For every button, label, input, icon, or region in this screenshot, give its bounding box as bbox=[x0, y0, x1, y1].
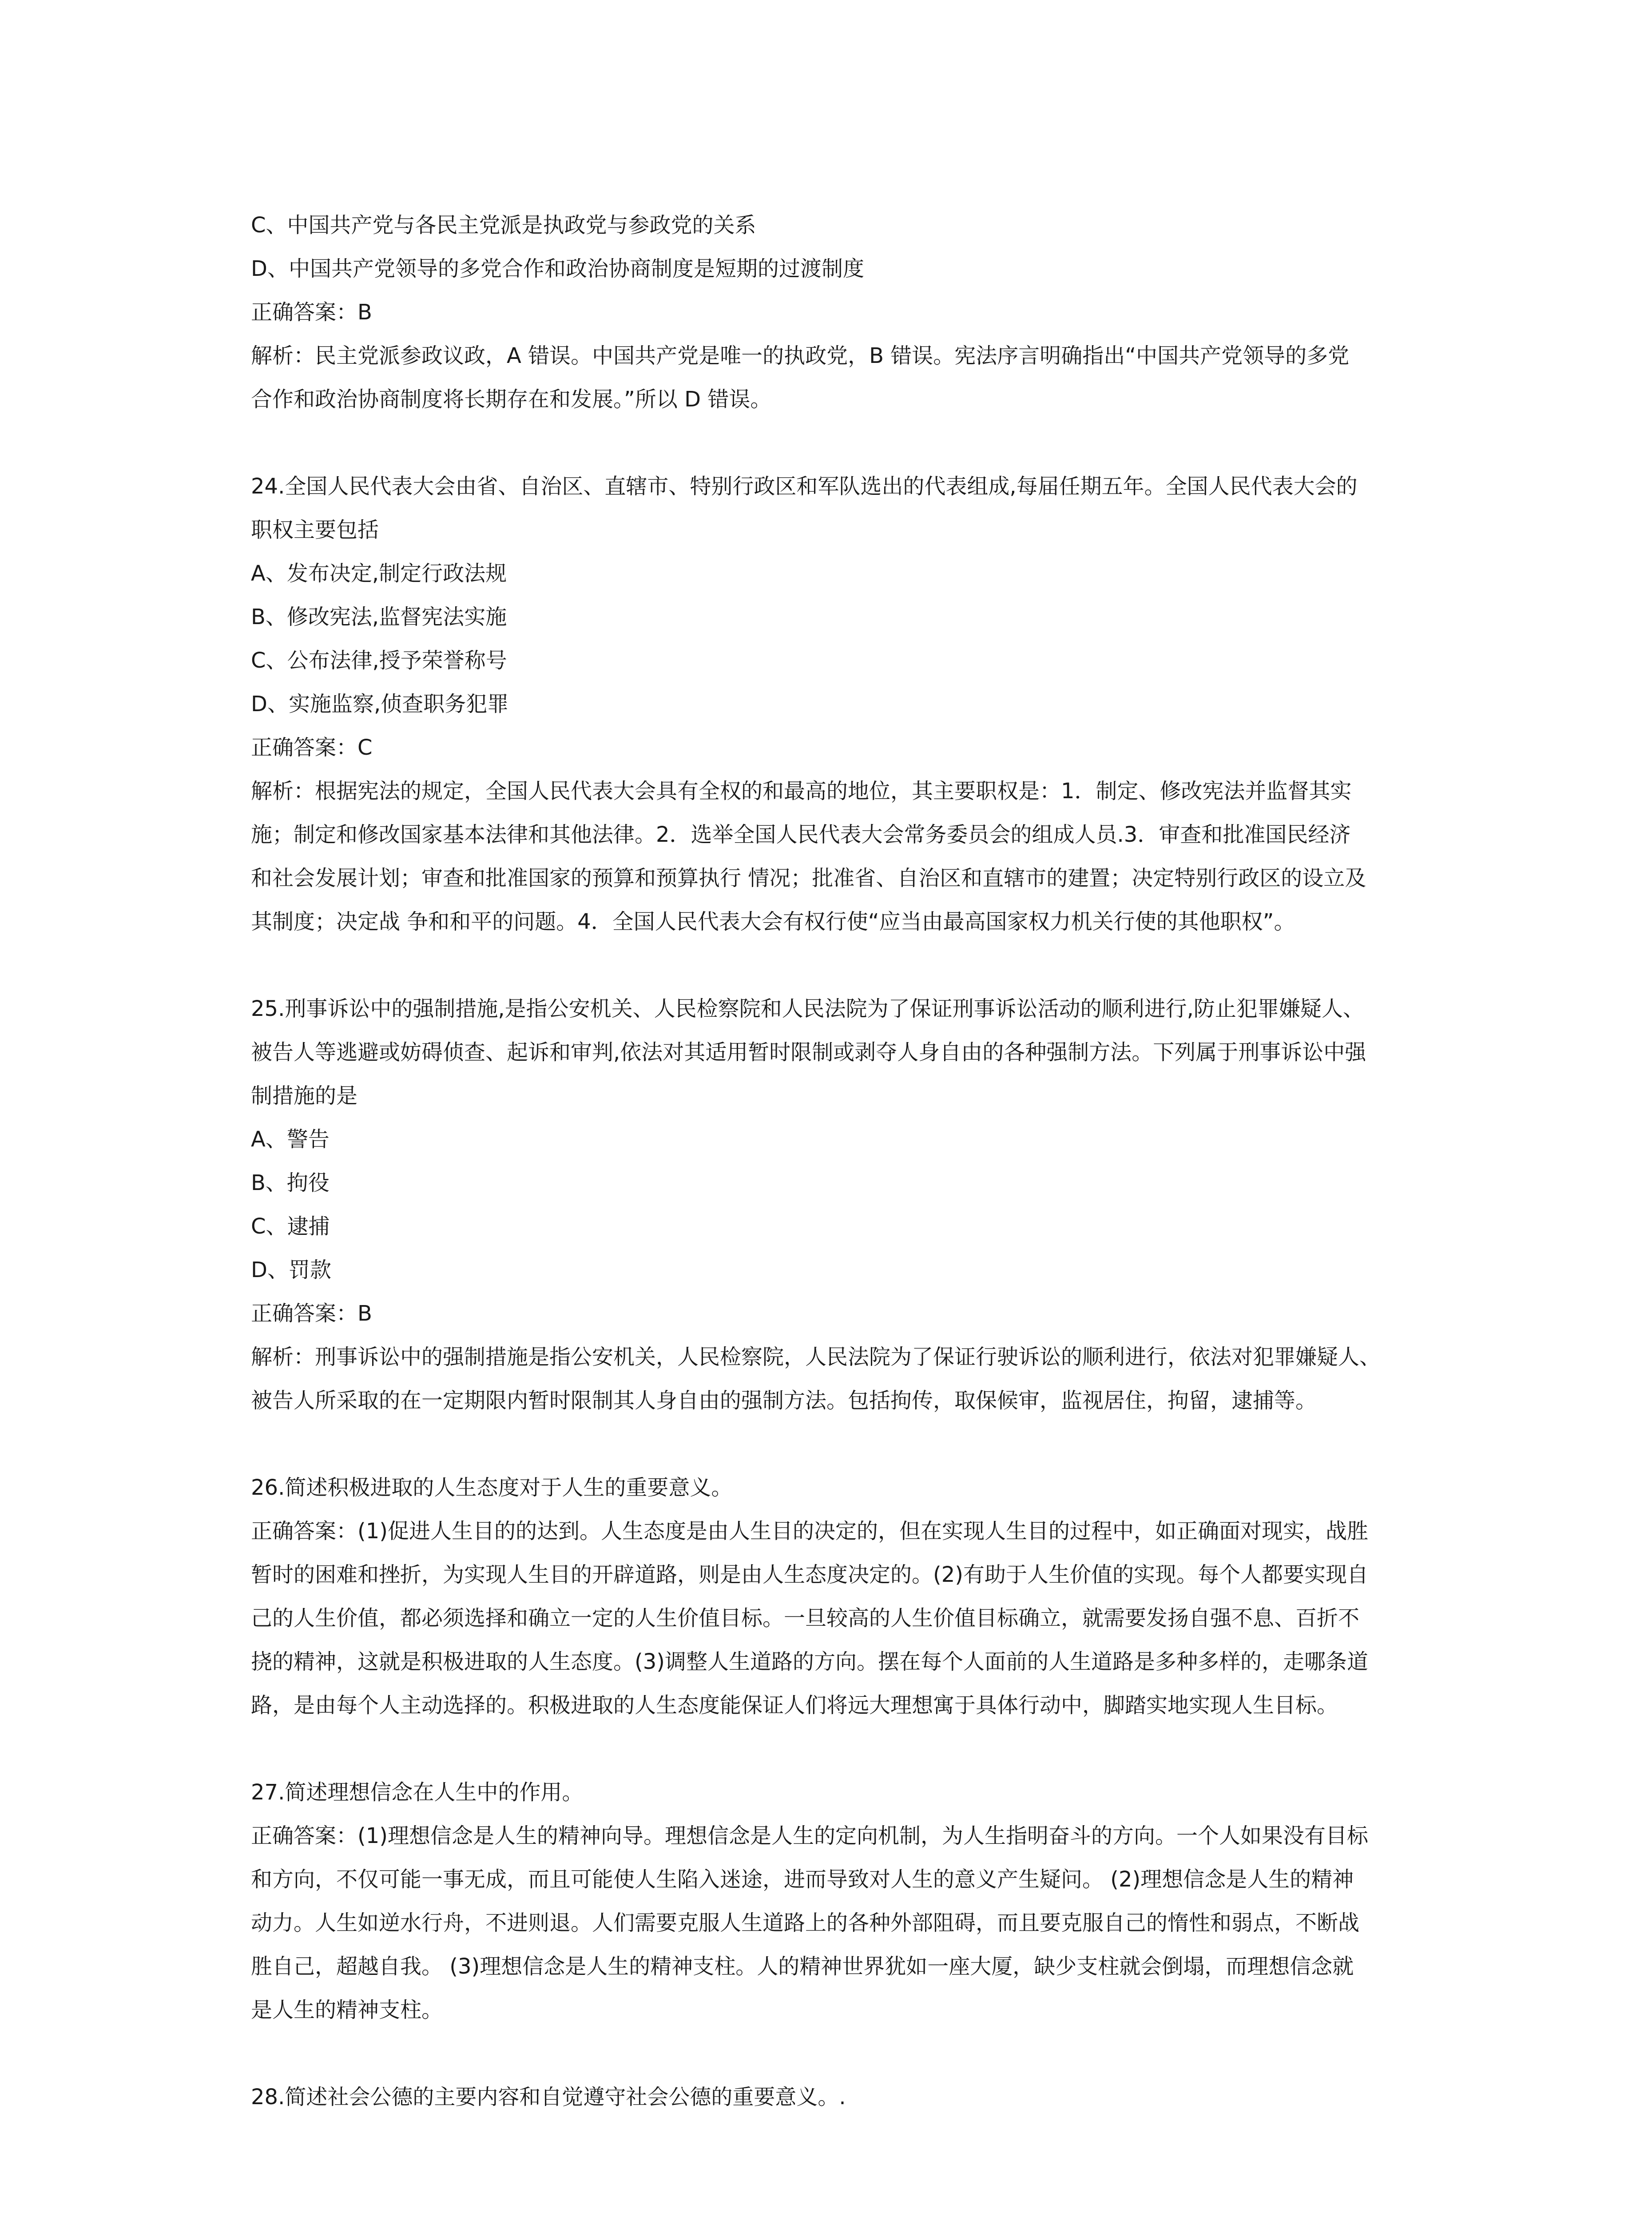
analysis-line: 施；制定和修改国家基本法律和其他法律。2．选举全国人民代表大会常务委员会的组成人员.3．审查和批准国民经济 bbox=[251, 822, 1351, 847]
option-c: C、公布法律,授予荣誉称号 bbox=[251, 648, 507, 673]
question-28 bbox=[251, 2075, 1419, 2119]
analysis-line: 合作和政治协商制度将长期存在和发展。”所以 D 错误。 bbox=[251, 387, 772, 412]
correct-answer: 正确答案：C bbox=[251, 735, 373, 760]
option-d: D、实施监察,侦查职务犯罪 bbox=[251, 692, 509, 716]
option-c: C、中国共产党与各民主党派是执政党与参政党的关系 bbox=[251, 213, 756, 238]
question-25 bbox=[251, 987, 1419, 1422]
question-27 bbox=[251, 1771, 1419, 2032]
option-a: A、发布决定,制定行政法规 bbox=[251, 561, 507, 586]
document-page bbox=[251, 203, 1419, 2119]
answer-line: 挠的精神，这就是积极进取的人生态度。(3)调整人生道路的方向。摆在每个人面前的人生道路是多种多样的，走哪条道 bbox=[251, 1649, 1368, 1674]
paragraph-gap bbox=[251, 421, 1419, 465]
paragraph-gap bbox=[251, 1727, 1419, 1771]
option-c: C、逮捕 bbox=[251, 1214, 330, 1239]
option-b: B、修改宪法,监督宪法实施 bbox=[251, 605, 507, 629]
question-26 bbox=[251, 1466, 1419, 1727]
answer-line: 动力。人生如逆水行舟，不进则退。人们需要克服人生道路上的各种外部阻碍，而且要克服自己的惰性和弱点，不断战 bbox=[251, 1911, 1360, 1935]
question-stem: 制措施的是 bbox=[251, 1083, 358, 1108]
analysis-line: 解析：根据宪法的规定，全国人民代表大会具有全权的和最高的地位，其主要职权是：1．制定、修改宪法并监督其实 bbox=[251, 779, 1352, 804]
question-stem: 26.简述积极进取的人生态度对于人生的重要意义。 bbox=[251, 1475, 733, 1500]
question-stem: 被告人等逃避或妨碍侦查、起诉和审判,依法对其适用暂时限制或剥夺人身自由的各种强制方法。下列属于刑事诉讼中强 bbox=[251, 1040, 1366, 1065]
paragraph-gap bbox=[251, 943, 1419, 987]
analysis-line: 解析：民主党派参政议政，A 错误。中国共产党是唯一的执政党，B 错误。宪法序言明确指出“中国共产党领导的多党 bbox=[251, 343, 1350, 368]
analysis-line: 其制度；决定战 争和和平的问题。4．全国人民代表大会有权行使“应当由最高国家权力机关行使的其他职权”。 bbox=[251, 909, 1295, 934]
correct-answer: 正确答案：B bbox=[251, 300, 372, 325]
answer-line: 正确答案：(1)理想信念是人生的精神向导。理想信念是人生的定向机制，为人生指明奋斗的方向。一个人如果没有目标 bbox=[251, 1823, 1368, 1848]
question-24 bbox=[251, 465, 1419, 943]
option-b: B、拘役 bbox=[251, 1170, 330, 1195]
answer-line: 和方向，不仅可能一事无成，而且可能使人生陷入迷途，进而导致对人生的意义产生疑问。 (2)理想信念是人生的精神 bbox=[251, 1867, 1354, 1892]
option-a: A、警告 bbox=[251, 1127, 330, 1152]
answer-line: 己的人生价值，都必须选择和确立一定的人生价值目标。一旦较高的人生价值目标确立，就需要发扬自强不息、百折不 bbox=[251, 1606, 1360, 1631]
answer-line: 是人生的精神支柱。 bbox=[251, 1998, 443, 2022]
correct-answer: 正确答案：B bbox=[251, 1301, 372, 1326]
paragraph-gap bbox=[251, 1422, 1419, 1466]
answer-line: 胜自己，超越自我。 (3)理想信念是人生的精神支柱。人的精神世界犹如一座大厦，缺少支柱就会倒塌，而理想信念就 bbox=[251, 1954, 1354, 1979]
analysis-line: 解析：刑事诉讼中的强制措施是指公安机关，人民检察院，人民法院为了保证行驶诉讼的顺利进行，依法对犯罪嫌疑人、 bbox=[251, 1345, 1381, 1369]
option-d: D、罚款 bbox=[251, 1258, 331, 1282]
option-d: D、中国共产党领导的多党合作和政治协商制度是短期的过渡制度 bbox=[251, 256, 864, 281]
question-stem: 28.简述社会公德的主要内容和自觉遵守社会公德的重要意义。. bbox=[251, 2085, 846, 2110]
question-stem: 职权主要包括 bbox=[251, 517, 379, 542]
answer-line: 正确答案：(1)促进人生目的的达到。人生态度是由人生目的决定的，但在实现人生目的过程中，如正确面对现实，战胜 bbox=[251, 1519, 1368, 1544]
question-23 bbox=[251, 203, 1419, 421]
question-stem: 27.简述理想信念在人生中的作用。 bbox=[251, 1780, 584, 1805]
answer-line: 路，是由每个人主动选择的。积极进取的人生态度能保证人们将远大理想寓于具体行动中，脚踏实地实现人生目标。 bbox=[251, 1693, 1338, 1718]
question-stem: 25.刑事诉讼中的强制措施,是指公安机关、人民检察院和人民法院为了保证刑事诉讼活动的顺利进行,防止犯罪嫌疑人、 bbox=[251, 996, 1364, 1021]
analysis-line: 被告人所采取的在一定期限内暂时限制其人身自由的强制方法。包括拘传，取保候审，监视居住，拘留，逮捕等。 bbox=[251, 1388, 1317, 1413]
question-stem: 24.全国人民代表大会由省、自治区、直辖市、特别行政区和军队选出的代表组成,每届任期五年。全国人民代表大会的 bbox=[251, 474, 1358, 499]
paragraph-gap bbox=[251, 2032, 1419, 2075]
analysis-line: 和社会发展计划；审查和批准国家的预算和预算执行 情况；批准省、自治区和直辖市的建置；决定特别行政区的设立及 bbox=[251, 866, 1366, 891]
answer-line: 暂时的困难和挫折，为实现人生目的开辟道路，则是由人生态度决定的。(2)有助于人生价值的实现。每个人都要实现自 bbox=[251, 1562, 1368, 1587]
